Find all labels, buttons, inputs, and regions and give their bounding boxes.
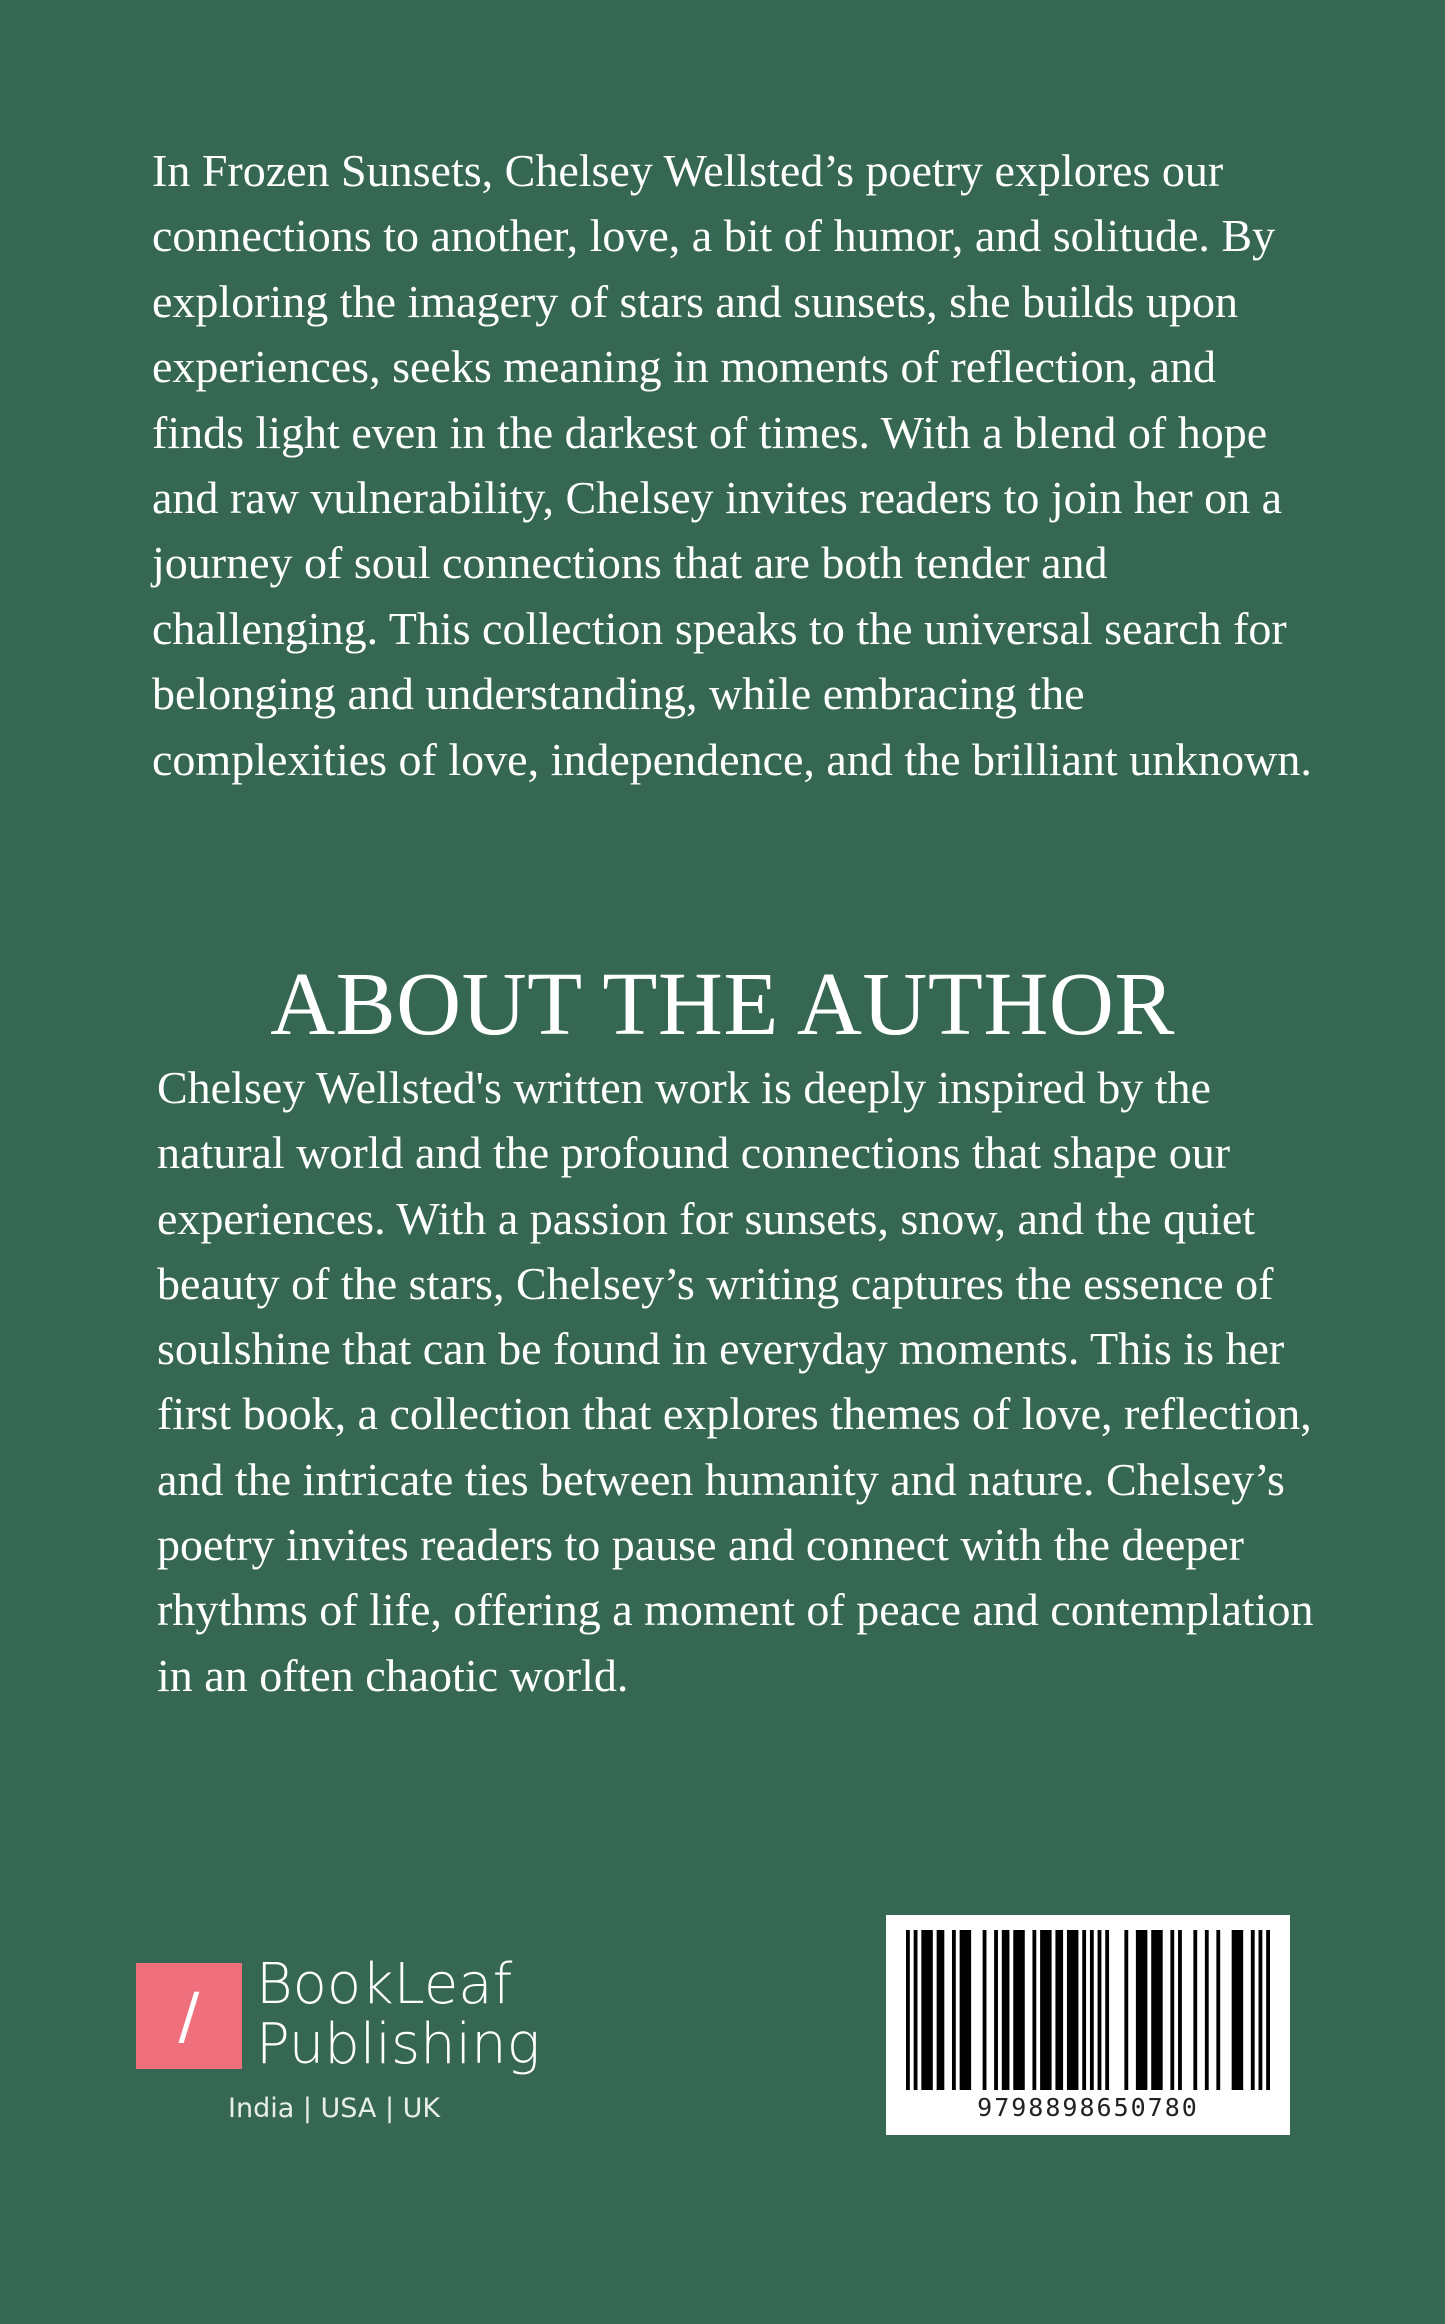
barcode-bar [1105, 1930, 1109, 2090]
publisher-name-line2: Publishing [256, 2012, 541, 2077]
barcode-bar [1193, 1930, 1197, 2090]
barcode-bar [1232, 1930, 1243, 2090]
barcode-bar [1205, 1930, 1209, 2090]
barcode-bar [1178, 1930, 1182, 2090]
publisher-name-line1: BookLeaf [256, 1952, 513, 2017]
about-author-text: Chelsey Wellsted's written work is deeply inspired by the natural world and the profound connections that shape our experiences. With a passion for sunsets, snow, and the quiet beauty of the stars, Chelsey’s writing captures the essence of soulshine that can be found in everyday moments. This is her first book, a collection that explores themes of love, reflection, and the intricate ties between humanity and nature. Chelsey’s poetry invites readers to pause and connect with the deeper rhythms of life, offering a moment of peace and contemplation in an often chaotic world. [157, 1062, 1314, 1701]
barcode-bar [1251, 1930, 1255, 2090]
barcode-bar [1170, 1930, 1174, 2090]
barcode-bar [921, 1930, 932, 2090]
barcode-bar [1136, 1930, 1147, 2090]
barcode-bar [1151, 1930, 1162, 2090]
isbn-number: 9798898650780 [977, 2093, 1199, 2122]
publisher-logo-mark: / [178, 1979, 200, 2052]
publisher-regions: India | USA | UK [228, 2093, 441, 2124]
barcode-bar [906, 1930, 910, 2090]
barcode-bar [1082, 1930, 1086, 2090]
publisher-logo [136, 1952, 556, 2143]
barcode-bar [1013, 1930, 1024, 2090]
barcode-bar [937, 1930, 945, 2090]
barcode-bar [1216, 1930, 1220, 2090]
barcode-bar [994, 1930, 998, 2090]
barcode-bar [1259, 1930, 1263, 2090]
about-author-heading: ABOUT THE AUTHOR [270, 955, 1175, 1054]
barcode-bar [1098, 1930, 1102, 2090]
barcode-bar [914, 1930, 918, 2090]
barcode-bar [1124, 1930, 1128, 2090]
barcode-bar [1040, 1930, 1051, 2090]
isbn-barcode [886, 1915, 1290, 2135]
back-cover-blurb: In Frozen Sunsets, Chelsey Wellsted’s poetry explores our connections to another, love, a bit of humor, and solitude. By exploring the imagery of stars and sunsets, she builds upon experiences, seeks meaning in moments of reflection, and finds light even in the darkest of times. With a blend of hope and raw vulnerability, Chelsey invites readers to join her on a journey of soul connections that are both tender and challenging. This collection speaks to the universal search for belonging and understanding, while embracing the complexities of love, independence, and the brilliant unknown. [152, 145, 1312, 785]
barcode-bar [960, 1930, 971, 2090]
barcode-bar [983, 1930, 987, 2090]
barcode-bar [1266, 1930, 1270, 2090]
barcode-bars [906, 1930, 1270, 2090]
barcode-bar [952, 1930, 956, 2090]
barcode-bar [1055, 1930, 1063, 2090]
barcode-bar [1032, 1930, 1036, 2090]
barcode-bar [1002, 1930, 1010, 2090]
barcode-bar [1067, 1930, 1078, 2090]
barcode-bar [1090, 1930, 1094, 2090]
